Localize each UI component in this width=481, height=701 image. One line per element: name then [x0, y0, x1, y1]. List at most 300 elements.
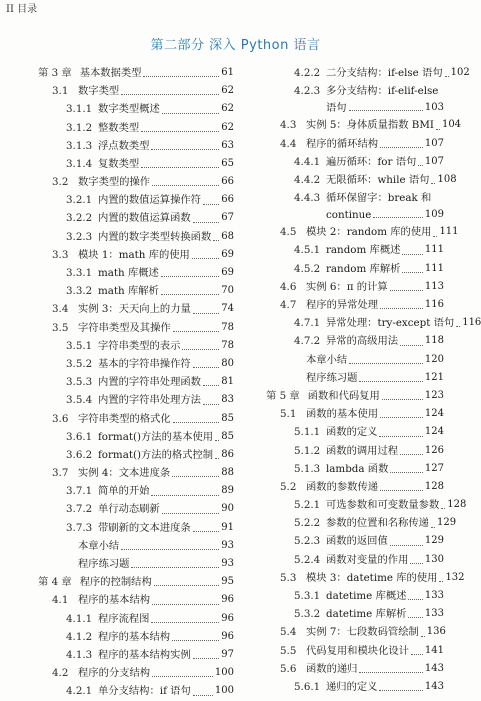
toc-entry-page: 93	[221, 558, 234, 570]
toc-entry-page: 107	[424, 155, 444, 167]
toc-entry-title: 无限循环：while 语句	[326, 173, 430, 186]
toc-entry-number: 第 4 章	[38, 576, 72, 589]
toc-leader-dots	[162, 512, 219, 514]
toc-entry-page: 121	[424, 371, 444, 383]
toc-leader-dots	[456, 325, 460, 327]
toc-entry-title: 函数的定义	[326, 426, 378, 439]
toc-entry-title: math 库概述	[98, 267, 159, 280]
toc-entry-number: 3.3.2	[66, 285, 93, 298]
toc-entry-page: 97	[221, 648, 234, 660]
toc-entry-title: 带刷新的文本进度条	[98, 521, 191, 534]
toc-entry-number: 3.3.1	[66, 267, 93, 280]
toc-leader-dots	[172, 639, 219, 641]
toc-entry-number: 5.2.2	[294, 517, 321, 530]
toc-entry-number: 5.2.4	[294, 553, 321, 566]
toc-entry-number: 3.7.3	[66, 521, 93, 534]
toc-entry-page: 78	[221, 321, 234, 333]
toc-entry[interactable]	[38, 355, 234, 373]
toc-entry[interactable]	[38, 410, 234, 428]
toc-leader-dots	[380, 146, 423, 148]
toc-entry-title: format()方法的基本使用	[98, 430, 214, 443]
toc-entry-title: 参数的位置和名称传递	[326, 517, 429, 530]
toc-entry-number: 3.4	[52, 303, 69, 316]
toc-entry[interactable]	[38, 446, 234, 464]
toc-entry-page: 108	[437, 173, 457, 185]
toc-entry-title: 程序练习题	[78, 558, 130, 571]
toc-entry-page: 85	[221, 412, 234, 424]
toc-leader-dots	[143, 75, 219, 77]
toc-leader-dots	[349, 109, 423, 111]
toc-entry[interactable]	[266, 260, 444, 278]
toc-entry-number: 3.1.2	[66, 121, 93, 134]
toc-entry[interactable]	[38, 282, 234, 300]
toc-entry-title: 实例 3：天天向上的力量	[78, 303, 191, 316]
toc-entry-title: 程序的基本结构	[98, 630, 171, 643]
toc-entry[interactable]	[38, 191, 234, 209]
toc-entry-page: 126	[424, 444, 444, 456]
toc-entry[interactable]	[266, 116, 462, 134]
toc-entry-number: 4.1.1	[66, 612, 93, 625]
toc-leader-dots	[390, 289, 423, 291]
toc-leader-dots	[182, 348, 219, 350]
toc-entry[interactable]	[38, 100, 234, 118]
toc-entry-number: 4.5.2	[294, 262, 321, 275]
toc-entry[interactable]	[38, 628, 234, 646]
toc-entry-number: 4.1.3	[66, 648, 93, 661]
toc-entry[interactable]	[266, 478, 444, 496]
toc-entry-page: 88	[221, 467, 234, 479]
toc-entry-page: 80	[221, 357, 234, 369]
toc-entry-number: 4.2.3	[294, 85, 321, 98]
toc-entry-title: datetime 库解析	[326, 608, 407, 621]
toc-entry-number: 4.2.2	[294, 66, 321, 79]
toc-entry[interactable]	[266, 171, 457, 189]
toc-entry-page: 86	[221, 448, 234, 460]
toc-entry-number: 5.1	[280, 408, 297, 421]
toc-entry-number: 3.5	[52, 321, 69, 334]
toc-entry-page: 69	[221, 267, 234, 279]
toc-entry-page: 89	[221, 485, 234, 497]
toc-entry-page: 107	[424, 137, 444, 149]
toc-entry-number: 3.7.1	[66, 485, 93, 498]
toc-entry-page: 62	[221, 85, 234, 97]
toc-leader-dots	[121, 93, 219, 95]
toc-entry-title: 代码复用和模块化设计	[306, 644, 409, 657]
toc-leader-dots	[161, 275, 219, 277]
toc-entry-title: 遍历循环：for 语句	[326, 155, 417, 168]
toc-entry-page: 111	[424, 244, 444, 256]
toc-leader-dots	[151, 494, 219, 496]
toc-entry[interactable]	[38, 119, 234, 137]
toc-leader-dots	[402, 253, 422, 255]
toc-leader-dots	[431, 526, 435, 528]
toc-entry[interactable]	[266, 587, 444, 605]
toc-leader-dots	[436, 128, 440, 130]
toc-entry-number: 4.1	[52, 594, 69, 607]
toc-entry-title: 内置的数值运算函数	[98, 212, 191, 225]
toc-entry-page: 143	[424, 662, 444, 674]
toc-entry-number: 3.2	[52, 176, 69, 189]
toc-entry-title: 单行动态刷新	[98, 503, 160, 516]
toc-entry-page: 74	[221, 303, 234, 315]
toc-entry-title: 实例 6：π 的计算	[306, 280, 388, 293]
toc-entry-title: 程序的分支结构	[78, 667, 151, 680]
toc-leader-dots	[151, 148, 219, 150]
toc-entry[interactable]	[38, 391, 234, 409]
toc-entry-page: 93	[221, 539, 234, 551]
toc-leader-dots	[203, 403, 219, 405]
toc-entry-page: 102	[450, 66, 470, 78]
toc-entry-title: 基本的字符串操作符	[98, 357, 191, 370]
toc-entry-number: 4.2.1	[66, 685, 93, 698]
toc-entry-page: 128	[424, 480, 444, 492]
toc-entry-number: 5.6	[280, 662, 297, 675]
toc-entry[interactable]	[266, 153, 444, 171]
toc-entry-page: 113	[424, 280, 444, 292]
toc-entry-page: 96	[221, 630, 234, 642]
toc-entry-page: 116	[424, 299, 444, 311]
toc-entry-page: 111	[439, 226, 459, 238]
toc-entry-number: 5.1.2	[294, 444, 321, 457]
toc-leader-dots	[172, 475, 219, 477]
toc-entry-page: 143	[424, 680, 444, 692]
toc-leader-dots	[152, 675, 213, 677]
toc-entry-number: 4.7	[280, 299, 297, 312]
toc-entry[interactable]	[266, 460, 444, 478]
toc-entry-number: 3.5.4	[66, 394, 93, 407]
toc-entry-page: 91	[221, 521, 234, 533]
toc-entry-number: 5.2.3	[294, 535, 321, 548]
toc-entry[interactable]	[38, 173, 234, 191]
toc-entry-number: 3.5.3	[66, 376, 93, 389]
toc-left-column	[38, 64, 234, 701]
toc-leader-dots	[121, 548, 219, 550]
toc-leader-dots	[131, 566, 219, 568]
toc-entry-title: 整数类型	[98, 121, 140, 134]
toc-leader-dots	[433, 235, 437, 237]
toc-leader-dots	[193, 657, 220, 659]
toc-entry[interactable]	[266, 135, 444, 153]
toc-entry[interactable]	[266, 660, 444, 678]
toc-entry-title: 异常的高级用法	[326, 335, 399, 348]
toc-entry-page: 127	[424, 462, 444, 474]
toc-entry-title: random 库概述	[326, 244, 401, 257]
toc-entry-title: 程序的异常处理	[306, 299, 379, 312]
toc-entry-title: 数字类型概述	[98, 103, 160, 116]
toc-leader-dots	[408, 616, 422, 618]
toc-entry[interactable]	[266, 405, 444, 423]
toc-entry[interactable]	[266, 207, 444, 223]
toc-entry-title: 二分支结构：if-else 语句	[326, 66, 443, 79]
toc-entry[interactable]	[38, 210, 234, 228]
toc-entry[interactable]	[38, 591, 234, 609]
toc-entry-title: 异常处理：try-except 语句	[326, 317, 455, 330]
toc-entry-number: 4.5.1	[294, 244, 321, 257]
toc-leader-dots	[408, 598, 422, 600]
toc-entry[interactable]	[266, 642, 444, 660]
toc-entry[interactable]	[266, 569, 465, 587]
toc-entry-page: 109	[424, 209, 444, 221]
toc-entry[interactable]	[38, 228, 234, 246]
toc-entry-title: 浮点数类型	[98, 139, 150, 152]
toc-entry-number: 3.1.4	[66, 157, 93, 170]
toc-leader-dots	[421, 635, 425, 637]
toc-entry-number: 3.6.1	[66, 430, 93, 443]
toc-entry[interactable]	[38, 482, 234, 500]
toc-entry-title: 内置的数值运算操作符	[98, 194, 201, 207]
toc-entry-page: 111	[424, 262, 444, 274]
toc-entry-number: 3.6	[52, 412, 69, 425]
toc-leader-dots	[154, 584, 219, 586]
toc-entry[interactable]	[266, 496, 467, 514]
toc-entry[interactable]	[266, 242, 444, 260]
toc-entry[interactable]	[38, 610, 234, 628]
toc-entry-number: 5.4	[280, 626, 297, 639]
toc-entry-title: lambda 函数	[326, 462, 389, 475]
toc-leader-dots	[173, 421, 220, 423]
toc-right-column	[266, 64, 481, 696]
toc-leader-dots	[379, 689, 422, 691]
part-title: 第二部分 深入 Python 语言	[150, 38, 321, 53]
toc-entry-title: 程序的控制结构	[79, 576, 152, 589]
toc-entry-page: 70	[221, 285, 234, 297]
toc-leader-dots	[418, 164, 423, 166]
toc-entry-page: 66	[221, 176, 234, 188]
toc-entry-number: 5.3	[280, 571, 297, 584]
toc-entry-number: 4.3	[280, 119, 297, 132]
toc-entry-title: 函数和代码复用	[307, 389, 380, 402]
toc-leader-dots	[151, 621, 219, 623]
toc-leader-dots	[203, 384, 219, 386]
toc-entry-page: 95	[221, 576, 234, 588]
toc-entry[interactable]	[38, 137, 234, 155]
toc-entry[interactable]	[266, 189, 444, 207]
toc-entry-page: 68	[221, 230, 234, 242]
toc-entry[interactable]	[38, 664, 234, 682]
toc-entry-number: 3.2.1	[66, 194, 93, 207]
toc-entry[interactable]	[38, 682, 234, 700]
toc-leader-dots	[152, 603, 219, 605]
toc-leader-dots	[162, 112, 219, 114]
toc-entry[interactable]	[38, 319, 234, 337]
toc-entry-page: 124	[424, 426, 444, 438]
toc-entry-title: 程序流程图	[98, 612, 150, 625]
toc-entry-title: continue	[326, 209, 372, 222]
toc-entry-number: 4.7.2	[294, 335, 321, 348]
toc-leader-dots	[203, 203, 219, 205]
toc-leader-dots	[193, 312, 219, 314]
toc-entry-page: 81	[221, 376, 234, 388]
toc-entry[interactable]	[266, 442, 444, 460]
toc-leader-dots	[380, 489, 423, 491]
toc-entry[interactable]	[266, 100, 444, 116]
toc-entry-title: 单分支结构：if 语句	[98, 685, 191, 698]
toc-entry[interactable]	[38, 464, 234, 482]
toc-leader-dots	[215, 457, 219, 459]
toc-entry-title: 简单的开始	[98, 485, 150, 498]
toc-entry-title: 循环保留字：break 和	[326, 192, 432, 205]
toc-entry-page: 129	[424, 535, 444, 547]
toc-entry-number: 5.5	[280, 644, 297, 657]
toc-entry[interactable]	[266, 278, 444, 296]
toc-entry-page: 66	[221, 194, 234, 206]
toc-entry-title: 实例 7：七段数码管绘制	[306, 626, 419, 639]
toc-entry[interactable]	[266, 314, 481, 332]
toc-entry-title: 实例 5：身体质量指数 BMI	[306, 119, 434, 132]
toc-entry[interactable]	[38, 555, 234, 573]
toc-entry[interactable]	[266, 64, 470, 82]
toc-leader-dots	[349, 362, 423, 364]
toc-leader-dots	[152, 184, 219, 186]
toc-entry[interactable]	[266, 514, 457, 532]
toc-entry-page: 85	[221, 430, 234, 442]
toc-entry-number: 3.2.2	[66, 212, 93, 225]
toc-leader-dots	[380, 416, 423, 418]
toc-entry-page: 103	[424, 102, 444, 114]
toc-entry-number: 4.6	[280, 280, 297, 293]
toc-entry-title: 内置的数字类型转换函数	[98, 230, 212, 243]
toc-entry-page: 136	[426, 626, 446, 638]
toc-entry-number: 3.7.2	[66, 503, 93, 516]
toc-entry[interactable]	[266, 223, 459, 241]
toc-entry-title: 字符串类型的表示	[98, 339, 181, 352]
toc-entry[interactable]	[266, 551, 444, 569]
toc-entry-page: 96	[221, 594, 234, 606]
toc-entry-title: 数字类型	[78, 85, 120, 98]
toc-leader-dots	[390, 544, 423, 546]
toc-entry[interactable]	[38, 264, 234, 282]
toc-entry[interactable]	[266, 423, 444, 441]
toc-entry-number: 4.4	[280, 137, 297, 150]
toc-entry-title: 多分支结构：if-elif-else	[326, 85, 439, 98]
toc-leader-dots	[193, 366, 220, 368]
toc-entry-number: 4.4.3	[294, 192, 321, 205]
toc-entry-page: 116	[462, 317, 481, 329]
toc-entry-page: 118	[424, 335, 444, 347]
toc-leader-dots	[402, 271, 422, 273]
toc-entry-number: 5.6.1	[294, 680, 321, 693]
toc-entry[interactable]	[38, 573, 234, 591]
toc-entry-title: 函数的递归	[306, 662, 358, 675]
toc-entry[interactable]	[266, 369, 444, 387]
toc-entry[interactable]	[266, 332, 444, 350]
toc-entry-page: 62	[221, 121, 234, 133]
toc-entry-number: 4.4.1	[294, 155, 321, 168]
toc-entry-page: 83	[221, 394, 234, 406]
toc-entry[interactable]	[38, 537, 234, 555]
toc-entry-title: 字符串类型及其操作	[78, 321, 171, 334]
toc-entry[interactable]	[38, 246, 234, 264]
toc-entry[interactable]	[266, 387, 444, 405]
toc-entry[interactable]	[266, 82, 444, 100]
toc-leader-dots	[400, 344, 423, 346]
toc-entry-number: 5.1.1	[294, 426, 321, 439]
toc-entry-title: 程序的循环结构	[306, 137, 379, 150]
toc-leader-dots	[439, 580, 443, 582]
toc-entry-title: math 库解析	[98, 285, 159, 298]
page-header: II 目录	[6, 4, 38, 15]
toc-leader-dots	[359, 671, 422, 673]
toc-entry-page: 130	[424, 553, 444, 565]
toc-leader-dots	[192, 257, 219, 259]
toc-entry[interactable]	[266, 351, 444, 369]
toc-entry-title: 程序的基本结构实例	[98, 648, 191, 661]
toc-entry-number: 4.2	[52, 667, 69, 680]
toc-entry[interactable]	[38, 501, 234, 519]
toc-entry[interactable]	[38, 519, 234, 537]
toc-entry[interactable]	[38, 428, 234, 446]
toc-entry-page: 123	[424, 389, 444, 401]
toc-entry-number: 3.7	[52, 467, 69, 480]
toc-entry[interactable]	[38, 300, 234, 318]
toc-entry[interactable]	[38, 64, 234, 82]
toc-entry-number: 第 5 章	[266, 389, 300, 402]
toc-entry-page: 67	[221, 212, 234, 224]
toc-entry-title: 语句	[326, 102, 347, 115]
toc-entry[interactable]	[266, 678, 444, 696]
toc-entry-page: 78	[221, 339, 234, 351]
toc-leader-dots	[431, 182, 435, 184]
toc-entry[interactable]	[38, 373, 234, 391]
toc-entry-title: 模块 1：math 库的使用	[78, 248, 190, 261]
toc-entry-page: 128	[447, 499, 467, 511]
toc-entry-number: 4.1.2	[66, 630, 93, 643]
toc-entry-title: 内置的字符串处理函数	[98, 376, 201, 389]
toc-entry-page: 96	[221, 612, 234, 624]
toc-entry-title: 程序的基本结构	[78, 594, 151, 607]
toc-entry-title: 程序练习题	[306, 371, 358, 384]
toc-leader-dots	[141, 130, 219, 132]
toc-entry-page: 100	[214, 685, 234, 697]
toc-entry-number: 3.6.2	[66, 448, 93, 461]
toc-entry-page: 90	[221, 503, 234, 515]
toc-entry[interactable]	[38, 155, 234, 173]
toc-entry-title: 函数对变量的作用	[326, 553, 409, 566]
toc-entry-page: 63	[221, 139, 234, 151]
toc-entry[interactable]	[266, 533, 444, 551]
toc-leader-dots	[173, 330, 220, 332]
toc-entry-title: 字符串类型的格式化	[78, 412, 171, 425]
toc-entry[interactable]	[266, 623, 444, 641]
toc-entry-page: 61	[221, 66, 234, 78]
toc-entry-page: 141	[424, 644, 444, 656]
toc-entry-page: 132	[445, 571, 465, 583]
toc-leader-dots	[359, 380, 422, 382]
toc-leader-dots	[410, 562, 423, 564]
toc-entry-title: 模块 3：datetime 库的使用	[306, 571, 438, 584]
toc-entry-page: 133	[424, 608, 444, 620]
toc-entry[interactable]	[266, 296, 444, 314]
toc-entry-title: 基本数据类型	[79, 66, 142, 79]
toc-entry-number: 3.2.3	[66, 230, 93, 243]
toc-entry-number: 4.5	[280, 226, 297, 239]
toc-entry[interactable]	[38, 337, 234, 355]
toc-entry-page: 120	[424, 353, 444, 365]
toc-leader-dots	[380, 307, 423, 309]
toc-entry-number: 3.5.1	[66, 339, 93, 352]
toc-entry-number: 3.1	[52, 85, 69, 98]
toc-entry[interactable]	[38, 646, 234, 664]
toc-leader-dots	[379, 435, 422, 437]
toc-entry-page: 133	[424, 590, 444, 602]
toc-leader-dots	[141, 166, 219, 168]
toc-entry-title: 函数的参数传递	[306, 480, 379, 493]
toc-entry-number: 3.1.1	[66, 103, 93, 116]
toc-entry[interactable]	[266, 605, 444, 623]
toc-entry-title: 函数的基本使用	[306, 408, 379, 421]
toc-entry-page: 100	[214, 667, 234, 679]
toc-entry[interactable]	[38, 82, 234, 100]
